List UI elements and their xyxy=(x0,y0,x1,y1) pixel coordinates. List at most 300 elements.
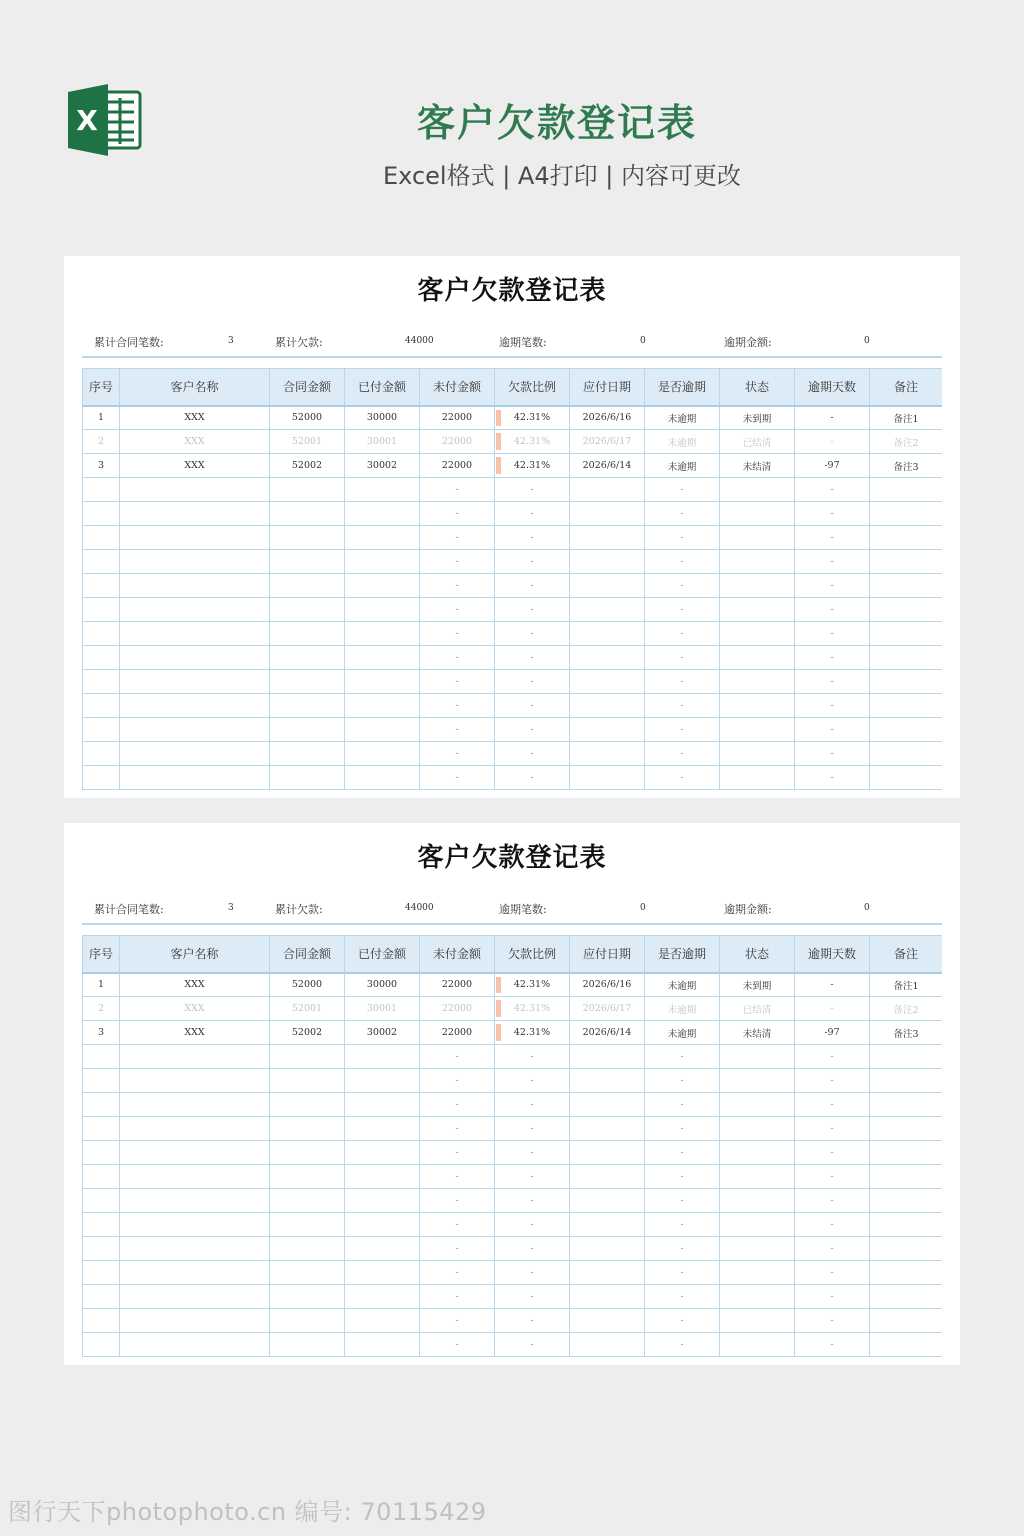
cell-is-overdue[interactable]: - xyxy=(645,1069,720,1093)
cell-seq[interactable] xyxy=(83,502,120,526)
cell-contract-amount[interactable]: 52001 xyxy=(270,997,345,1021)
cell-is-overdue[interactable]: 未逾期 xyxy=(645,1021,720,1045)
cell-is-overdue[interactable]: - xyxy=(645,670,720,694)
cell-remark[interactable] xyxy=(870,622,943,646)
cell-overdue-days[interactable]: - xyxy=(795,718,870,742)
cell-status[interactable] xyxy=(720,646,795,670)
cell-contract-amount[interactable] xyxy=(270,1117,345,1141)
cell-seq[interactable] xyxy=(83,1141,120,1165)
cell-customer-name[interactable] xyxy=(120,1045,270,1069)
cell-overdue-days[interactable]: - xyxy=(795,670,870,694)
cell-contract-amount[interactable] xyxy=(270,1261,345,1285)
cell-remark[interactable] xyxy=(870,646,943,670)
cell-due-date[interactable] xyxy=(570,766,645,790)
cell-remark[interactable] xyxy=(870,766,943,790)
cell-due-date[interactable] xyxy=(570,742,645,766)
cell-unpaid-amount[interactable]: - xyxy=(420,550,495,574)
cell-status[interactable] xyxy=(720,1261,795,1285)
cell-status[interactable]: 已结清 xyxy=(720,997,795,1021)
cell-status[interactable] xyxy=(720,766,795,790)
cell-status[interactable] xyxy=(720,1093,795,1117)
cell-remark[interactable] xyxy=(870,598,943,622)
cell-paid-amount[interactable] xyxy=(345,1141,420,1165)
cell-overdue-days[interactable]: - xyxy=(795,502,870,526)
cell-contract-amount[interactable] xyxy=(270,478,345,502)
cell-unpaid-amount[interactable]: - xyxy=(420,694,495,718)
cell-seq[interactable] xyxy=(83,670,120,694)
cell-customer-name[interactable] xyxy=(120,694,270,718)
cell-debt-ratio[interactable] xyxy=(495,973,570,997)
cell-is-overdue[interactable]: - xyxy=(645,742,720,766)
cell-paid-amount[interactable] xyxy=(345,502,420,526)
cell-due-date[interactable] xyxy=(570,1213,645,1237)
cell-overdue-days[interactable]: - xyxy=(795,1309,870,1333)
cell-paid-amount[interactable] xyxy=(345,1285,420,1309)
cell-contract-amount[interactable] xyxy=(270,1165,345,1189)
cell-is-overdue[interactable]: - xyxy=(645,1237,720,1261)
cell-overdue-days[interactable]: - xyxy=(795,1045,870,1069)
cell-unpaid-amount[interactable]: - xyxy=(420,502,495,526)
cell-contract-amount[interactable] xyxy=(270,694,345,718)
cell-customer-name[interactable] xyxy=(120,550,270,574)
cell-debt-ratio[interactable] xyxy=(495,454,570,478)
cell-unpaid-amount[interactable]: - xyxy=(420,1045,495,1069)
cell-debt-ratio[interactable]: - xyxy=(495,670,570,694)
cell-paid-amount[interactable]: 30002 xyxy=(345,454,420,478)
cell-debt-ratio[interactable]: - xyxy=(495,1141,570,1165)
cell-customer-name[interactable] xyxy=(120,478,270,502)
cell-overdue-days[interactable]: - xyxy=(795,1165,870,1189)
cell-paid-amount[interactable] xyxy=(345,1117,420,1141)
cell-seq[interactable]: 3 xyxy=(83,1021,120,1045)
cell-overdue-days[interactable]: - xyxy=(795,1189,870,1213)
cell-is-overdue[interactable]: - xyxy=(645,622,720,646)
cell-due-date[interactable] xyxy=(570,502,645,526)
cell-is-overdue[interactable]: - xyxy=(645,1117,720,1141)
cell-overdue-days[interactable]: - xyxy=(795,973,870,997)
cell-customer-name[interactable] xyxy=(120,1237,270,1261)
cell-customer-name[interactable] xyxy=(120,1069,270,1093)
cell-due-date[interactable]: 2026/6/14 xyxy=(570,454,645,478)
cell-due-date[interactable] xyxy=(570,1237,645,1261)
cell-overdue-days[interactable]: - xyxy=(795,742,870,766)
cell-seq[interactable] xyxy=(83,742,120,766)
cell-contract-amount[interactable] xyxy=(270,1069,345,1093)
cell-customer-name[interactable] xyxy=(120,622,270,646)
cell-is-overdue[interactable]: - xyxy=(645,1093,720,1117)
cell-debt-ratio[interactable]: - xyxy=(495,1189,570,1213)
cell-debt-ratio[interactable]: - xyxy=(495,766,570,790)
cell-due-date[interactable] xyxy=(570,1165,645,1189)
cell-unpaid-amount[interactable]: - xyxy=(420,1261,495,1285)
cell-paid-amount[interactable]: 30001 xyxy=(345,997,420,1021)
cell-seq[interactable]: 2 xyxy=(83,997,120,1021)
cell-unpaid-amount[interactable]: - xyxy=(420,1309,495,1333)
cell-seq[interactable] xyxy=(83,1165,120,1189)
cell-customer-name[interactable] xyxy=(120,526,270,550)
cell-contract-amount[interactable] xyxy=(270,550,345,574)
cell-due-date[interactable] xyxy=(570,1333,645,1357)
cell-overdue-days[interactable]: - xyxy=(795,1141,870,1165)
cell-seq[interactable]: 1 xyxy=(83,973,120,997)
cell-contract-amount[interactable]: 52002 xyxy=(270,454,345,478)
cell-paid-amount[interactable] xyxy=(345,1333,420,1357)
cell-unpaid-amount[interactable]: - xyxy=(420,1141,495,1165)
cell-status[interactable] xyxy=(720,622,795,646)
cell-status[interactable]: 未到期 xyxy=(720,973,795,997)
cell-contract-amount[interactable] xyxy=(270,1141,345,1165)
cell-customer-name[interactable] xyxy=(120,742,270,766)
cell-status[interactable]: 已结清 xyxy=(720,430,795,454)
cell-contract-amount[interactable] xyxy=(270,1213,345,1237)
cell-is-overdue[interactable]: - xyxy=(645,550,720,574)
cell-contract-amount[interactable]: 52001 xyxy=(270,430,345,454)
cell-overdue-days[interactable]: -97 xyxy=(795,1021,870,1045)
cell-status[interactable]: 未结清 xyxy=(720,454,795,478)
cell-remark[interactable] xyxy=(870,1069,943,1093)
cell-is-overdue[interactable]: - xyxy=(645,766,720,790)
cell-remark[interactable] xyxy=(870,478,943,502)
cell-debt-ratio[interactable]: - xyxy=(495,526,570,550)
cell-seq[interactable] xyxy=(83,478,120,502)
cell-overdue-days[interactable]: - xyxy=(795,766,870,790)
cell-customer-name[interactable] xyxy=(120,1285,270,1309)
cell-paid-amount[interactable] xyxy=(345,598,420,622)
cell-customer-name[interactable] xyxy=(120,1309,270,1333)
cell-seq[interactable] xyxy=(83,1285,120,1309)
cell-due-date[interactable] xyxy=(570,574,645,598)
cell-is-overdue[interactable]: - xyxy=(645,598,720,622)
cell-status[interactable] xyxy=(720,670,795,694)
cell-customer-name[interactable]: XXX xyxy=(120,973,270,997)
cell-remark[interactable] xyxy=(870,1093,943,1117)
cell-paid-amount[interactable] xyxy=(345,622,420,646)
cell-overdue-days[interactable]: - xyxy=(795,1213,870,1237)
cell-overdue-days[interactable]: - xyxy=(795,1285,870,1309)
cell-remark[interactable] xyxy=(870,1333,943,1357)
cell-remark[interactable] xyxy=(870,1237,943,1261)
cell-contract-amount[interactable] xyxy=(270,526,345,550)
cell-paid-amount[interactable] xyxy=(345,574,420,598)
cell-remark[interactable] xyxy=(870,670,943,694)
cell-remark[interactable] xyxy=(870,1213,943,1237)
cell-status[interactable]: 未到期 xyxy=(720,406,795,430)
cell-status[interactable] xyxy=(720,598,795,622)
cell-remark[interactable] xyxy=(870,742,943,766)
cell-debt-ratio[interactable]: - xyxy=(495,598,570,622)
cell-seq[interactable] xyxy=(83,1117,120,1141)
cell-due-date[interactable] xyxy=(570,622,645,646)
cell-paid-amount[interactable]: 30000 xyxy=(345,406,420,430)
cell-seq[interactable] xyxy=(83,1045,120,1069)
cell-unpaid-amount[interactable]: - xyxy=(420,478,495,502)
cell-remark[interactable] xyxy=(870,718,943,742)
cell-customer-name[interactable] xyxy=(120,574,270,598)
cell-status[interactable] xyxy=(720,526,795,550)
cell-customer-name[interactable] xyxy=(120,766,270,790)
cell-seq[interactable] xyxy=(83,1093,120,1117)
cell-seq[interactable] xyxy=(83,1069,120,1093)
cell-seq[interactable] xyxy=(83,550,120,574)
cell-customer-name[interactable] xyxy=(120,646,270,670)
cell-unpaid-amount[interactable]: 22000 xyxy=(420,430,495,454)
cell-seq[interactable] xyxy=(83,622,120,646)
cell-unpaid-amount[interactable]: - xyxy=(420,1213,495,1237)
cell-is-overdue[interactable]: - xyxy=(645,502,720,526)
cell-contract-amount[interactable] xyxy=(270,718,345,742)
cell-seq[interactable] xyxy=(83,718,120,742)
cell-customer-name[interactable] xyxy=(120,670,270,694)
cell-contract-amount[interactable]: 52002 xyxy=(270,1021,345,1045)
cell-paid-amount[interactable] xyxy=(345,694,420,718)
cell-seq[interactable] xyxy=(83,646,120,670)
cell-status[interactable] xyxy=(720,1237,795,1261)
cell-unpaid-amount[interactable]: 22000 xyxy=(420,973,495,997)
cell-paid-amount[interactable] xyxy=(345,670,420,694)
cell-remark[interactable]: 备注3 xyxy=(870,454,943,478)
cell-debt-ratio[interactable]: - xyxy=(495,574,570,598)
cell-is-overdue[interactable]: - xyxy=(645,646,720,670)
cell-debt-ratio[interactable]: - xyxy=(495,742,570,766)
cell-paid-amount[interactable] xyxy=(345,1069,420,1093)
cell-due-date[interactable] xyxy=(570,478,645,502)
cell-is-overdue[interactable]: - xyxy=(645,694,720,718)
cell-is-overdue[interactable]: - xyxy=(645,1213,720,1237)
cell-remark[interactable] xyxy=(870,1285,943,1309)
cell-overdue-days[interactable]: - xyxy=(795,1333,870,1357)
cell-overdue-days[interactable]: - xyxy=(795,646,870,670)
cell-is-overdue[interactable]: 未逾期 xyxy=(645,406,720,430)
cell-status[interactable] xyxy=(720,1069,795,1093)
cell-contract-amount[interactable] xyxy=(270,766,345,790)
cell-due-date[interactable] xyxy=(570,1189,645,1213)
cell-overdue-days[interactable]: - xyxy=(795,526,870,550)
cell-status[interactable] xyxy=(720,574,795,598)
cell-remark[interactable] xyxy=(870,1117,943,1141)
cell-status[interactable] xyxy=(720,478,795,502)
cell-is-overdue[interactable]: - xyxy=(645,1309,720,1333)
cell-paid-amount[interactable] xyxy=(345,1045,420,1069)
cell-customer-name[interactable]: XXX xyxy=(120,997,270,1021)
cell-unpaid-amount[interactable]: - xyxy=(420,1093,495,1117)
cell-customer-name[interactable] xyxy=(120,1189,270,1213)
cell-unpaid-amount[interactable]: 22000 xyxy=(420,454,495,478)
cell-due-date[interactable] xyxy=(570,526,645,550)
cell-unpaid-amount[interactable]: - xyxy=(420,1165,495,1189)
cell-unpaid-amount[interactable]: - xyxy=(420,1237,495,1261)
cell-debt-ratio[interactable]: - xyxy=(495,1309,570,1333)
cell-due-date[interactable] xyxy=(570,1141,645,1165)
cell-overdue-days[interactable]: - xyxy=(795,1069,870,1093)
cell-debt-ratio[interactable]: - xyxy=(495,694,570,718)
cell-status[interactable] xyxy=(720,1309,795,1333)
cell-due-date[interactable] xyxy=(570,598,645,622)
cell-unpaid-amount[interactable]: - xyxy=(420,1285,495,1309)
cell-contract-amount[interactable] xyxy=(270,1093,345,1117)
cell-unpaid-amount[interactable]: - xyxy=(420,718,495,742)
cell-paid-amount[interactable]: 30001 xyxy=(345,430,420,454)
cell-contract-amount[interactable] xyxy=(270,1189,345,1213)
cell-paid-amount[interactable] xyxy=(345,1309,420,1333)
cell-is-overdue[interactable]: - xyxy=(645,1285,720,1309)
cell-unpaid-amount[interactable]: 22000 xyxy=(420,406,495,430)
cell-status[interactable] xyxy=(720,502,795,526)
cell-unpaid-amount[interactable]: - xyxy=(420,622,495,646)
cell-seq[interactable]: 2 xyxy=(83,430,120,454)
cell-paid-amount[interactable] xyxy=(345,1093,420,1117)
cell-contract-amount[interactable]: 52000 xyxy=(270,973,345,997)
cell-due-date[interactable] xyxy=(570,550,645,574)
cell-due-date[interactable] xyxy=(570,1285,645,1309)
cell-due-date[interactable]: 2026/6/17 xyxy=(570,430,645,454)
cell-debt-ratio[interactable]: - xyxy=(495,478,570,502)
cell-remark[interactable]: 备注2 xyxy=(870,997,943,1021)
cell-is-overdue[interactable]: 未逾期 xyxy=(645,997,720,1021)
cell-overdue-days[interactable]: - xyxy=(795,694,870,718)
cell-overdue-days[interactable]: - xyxy=(795,1117,870,1141)
cell-remark[interactable] xyxy=(870,1141,943,1165)
cell-status[interactable] xyxy=(720,1117,795,1141)
cell-debt-ratio[interactable]: - xyxy=(495,1237,570,1261)
cell-unpaid-amount[interactable]: - xyxy=(420,1189,495,1213)
cell-remark[interactable] xyxy=(870,550,943,574)
cell-customer-name[interactable] xyxy=(120,1117,270,1141)
cell-remark[interactable]: 备注3 xyxy=(870,1021,943,1045)
cell-overdue-days[interactable]: - xyxy=(795,598,870,622)
cell-is-overdue[interactable]: - xyxy=(645,478,720,502)
cell-is-overdue[interactable]: - xyxy=(645,1189,720,1213)
cell-unpaid-amount[interactable]: - xyxy=(420,670,495,694)
cell-paid-amount[interactable] xyxy=(345,1261,420,1285)
cell-paid-amount[interactable] xyxy=(345,550,420,574)
cell-due-date[interactable] xyxy=(570,718,645,742)
cell-seq[interactable] xyxy=(83,526,120,550)
cell-paid-amount[interactable] xyxy=(345,1165,420,1189)
cell-contract-amount[interactable] xyxy=(270,574,345,598)
cell-is-overdue[interactable]: 未逾期 xyxy=(645,973,720,997)
cell-due-date[interactable] xyxy=(570,1045,645,1069)
cell-due-date[interactable]: 2026/6/16 xyxy=(570,973,645,997)
cell-overdue-days[interactable]: - xyxy=(795,1093,870,1117)
cell-overdue-days[interactable]: - xyxy=(795,1261,870,1285)
cell-seq[interactable] xyxy=(83,1237,120,1261)
cell-paid-amount[interactable] xyxy=(345,646,420,670)
cell-customer-name[interactable]: XXX xyxy=(120,406,270,430)
cell-contract-amount[interactable] xyxy=(270,1309,345,1333)
cell-overdue-days[interactable]: - xyxy=(795,622,870,646)
cell-status[interactable]: 未结清 xyxy=(720,1021,795,1045)
cell-debt-ratio[interactable]: - xyxy=(495,1213,570,1237)
cell-debt-ratio[interactable]: - xyxy=(495,646,570,670)
cell-status[interactable] xyxy=(720,1213,795,1237)
cell-debt-ratio[interactable] xyxy=(495,997,570,1021)
cell-is-overdue[interactable]: - xyxy=(645,1261,720,1285)
cell-customer-name[interactable]: XXX xyxy=(120,1021,270,1045)
cell-remark[interactable] xyxy=(870,1309,943,1333)
cell-customer-name[interactable] xyxy=(120,1261,270,1285)
cell-debt-ratio[interactable]: - xyxy=(495,502,570,526)
cell-is-overdue[interactable]: - xyxy=(645,1333,720,1357)
cell-contract-amount[interactable] xyxy=(270,1285,345,1309)
cell-due-date[interactable] xyxy=(570,646,645,670)
cell-seq[interactable] xyxy=(83,1189,120,1213)
cell-seq[interactable] xyxy=(83,1261,120,1285)
cell-contract-amount[interactable] xyxy=(270,598,345,622)
cell-debt-ratio[interactable]: - xyxy=(495,550,570,574)
cell-contract-amount[interactable] xyxy=(270,1237,345,1261)
cell-contract-amount[interactable] xyxy=(270,1045,345,1069)
cell-contract-amount[interactable]: 52000 xyxy=(270,406,345,430)
cell-debt-ratio[interactable] xyxy=(495,406,570,430)
cell-unpaid-amount[interactable]: - xyxy=(420,526,495,550)
cell-customer-name[interactable]: XXX xyxy=(120,430,270,454)
cell-debt-ratio[interactable]: - xyxy=(495,1333,570,1357)
cell-unpaid-amount[interactable]: - xyxy=(420,1333,495,1357)
cell-status[interactable] xyxy=(720,1285,795,1309)
cell-paid-amount[interactable] xyxy=(345,1189,420,1213)
cell-is-overdue[interactable]: 未逾期 xyxy=(645,454,720,478)
cell-paid-amount[interactable] xyxy=(345,1237,420,1261)
cell-due-date[interactable]: 2026/6/16 xyxy=(570,406,645,430)
cell-is-overdue[interactable]: - xyxy=(645,526,720,550)
cell-status[interactable] xyxy=(720,1141,795,1165)
cell-overdue-days[interactable]: -97 xyxy=(795,454,870,478)
cell-debt-ratio[interactable] xyxy=(495,430,570,454)
cell-seq[interactable]: 3 xyxy=(83,454,120,478)
cell-customer-name[interactable] xyxy=(120,1165,270,1189)
cell-remark[interactable]: 备注2 xyxy=(870,430,943,454)
cell-seq[interactable] xyxy=(83,1333,120,1357)
cell-overdue-days[interactable]: - xyxy=(795,1237,870,1261)
cell-seq[interactable] xyxy=(83,1309,120,1333)
cell-status[interactable] xyxy=(720,742,795,766)
cell-is-overdue[interactable]: - xyxy=(645,1165,720,1189)
cell-seq[interactable] xyxy=(83,1213,120,1237)
cell-status[interactable] xyxy=(720,550,795,574)
cell-debt-ratio[interactable] xyxy=(495,1021,570,1045)
cell-customer-name[interactable] xyxy=(120,1093,270,1117)
cell-overdue-days[interactable]: - xyxy=(795,574,870,598)
cell-status[interactable] xyxy=(720,1045,795,1069)
cell-remark[interactable] xyxy=(870,1165,943,1189)
cell-status[interactable] xyxy=(720,718,795,742)
cell-seq[interactable] xyxy=(83,694,120,718)
cell-remark[interactable] xyxy=(870,502,943,526)
cell-contract-amount[interactable] xyxy=(270,742,345,766)
cell-debt-ratio[interactable]: - xyxy=(495,1045,570,1069)
cell-debt-ratio[interactable]: - xyxy=(495,622,570,646)
cell-due-date[interactable] xyxy=(570,1261,645,1285)
cell-overdue-days[interactable]: - xyxy=(795,430,870,454)
cell-status[interactable] xyxy=(720,1333,795,1357)
cell-contract-amount[interactable] xyxy=(270,502,345,526)
cell-paid-amount[interactable] xyxy=(345,766,420,790)
cell-remark[interactable] xyxy=(870,526,943,550)
cell-due-date[interactable] xyxy=(570,670,645,694)
cell-contract-amount[interactable] xyxy=(270,670,345,694)
cell-due-date[interactable] xyxy=(570,1309,645,1333)
cell-remark[interactable]: 备注1 xyxy=(870,973,943,997)
cell-is-overdue[interactable]: - xyxy=(645,574,720,598)
cell-contract-amount[interactable] xyxy=(270,646,345,670)
cell-remark[interactable] xyxy=(870,1045,943,1069)
cell-remark[interactable] xyxy=(870,574,943,598)
cell-debt-ratio[interactable]: - xyxy=(495,1117,570,1141)
cell-overdue-days[interactable]: - xyxy=(795,406,870,430)
cell-seq[interactable] xyxy=(83,766,120,790)
cell-customer-name[interactable] xyxy=(120,1141,270,1165)
cell-due-date[interactable] xyxy=(570,1093,645,1117)
